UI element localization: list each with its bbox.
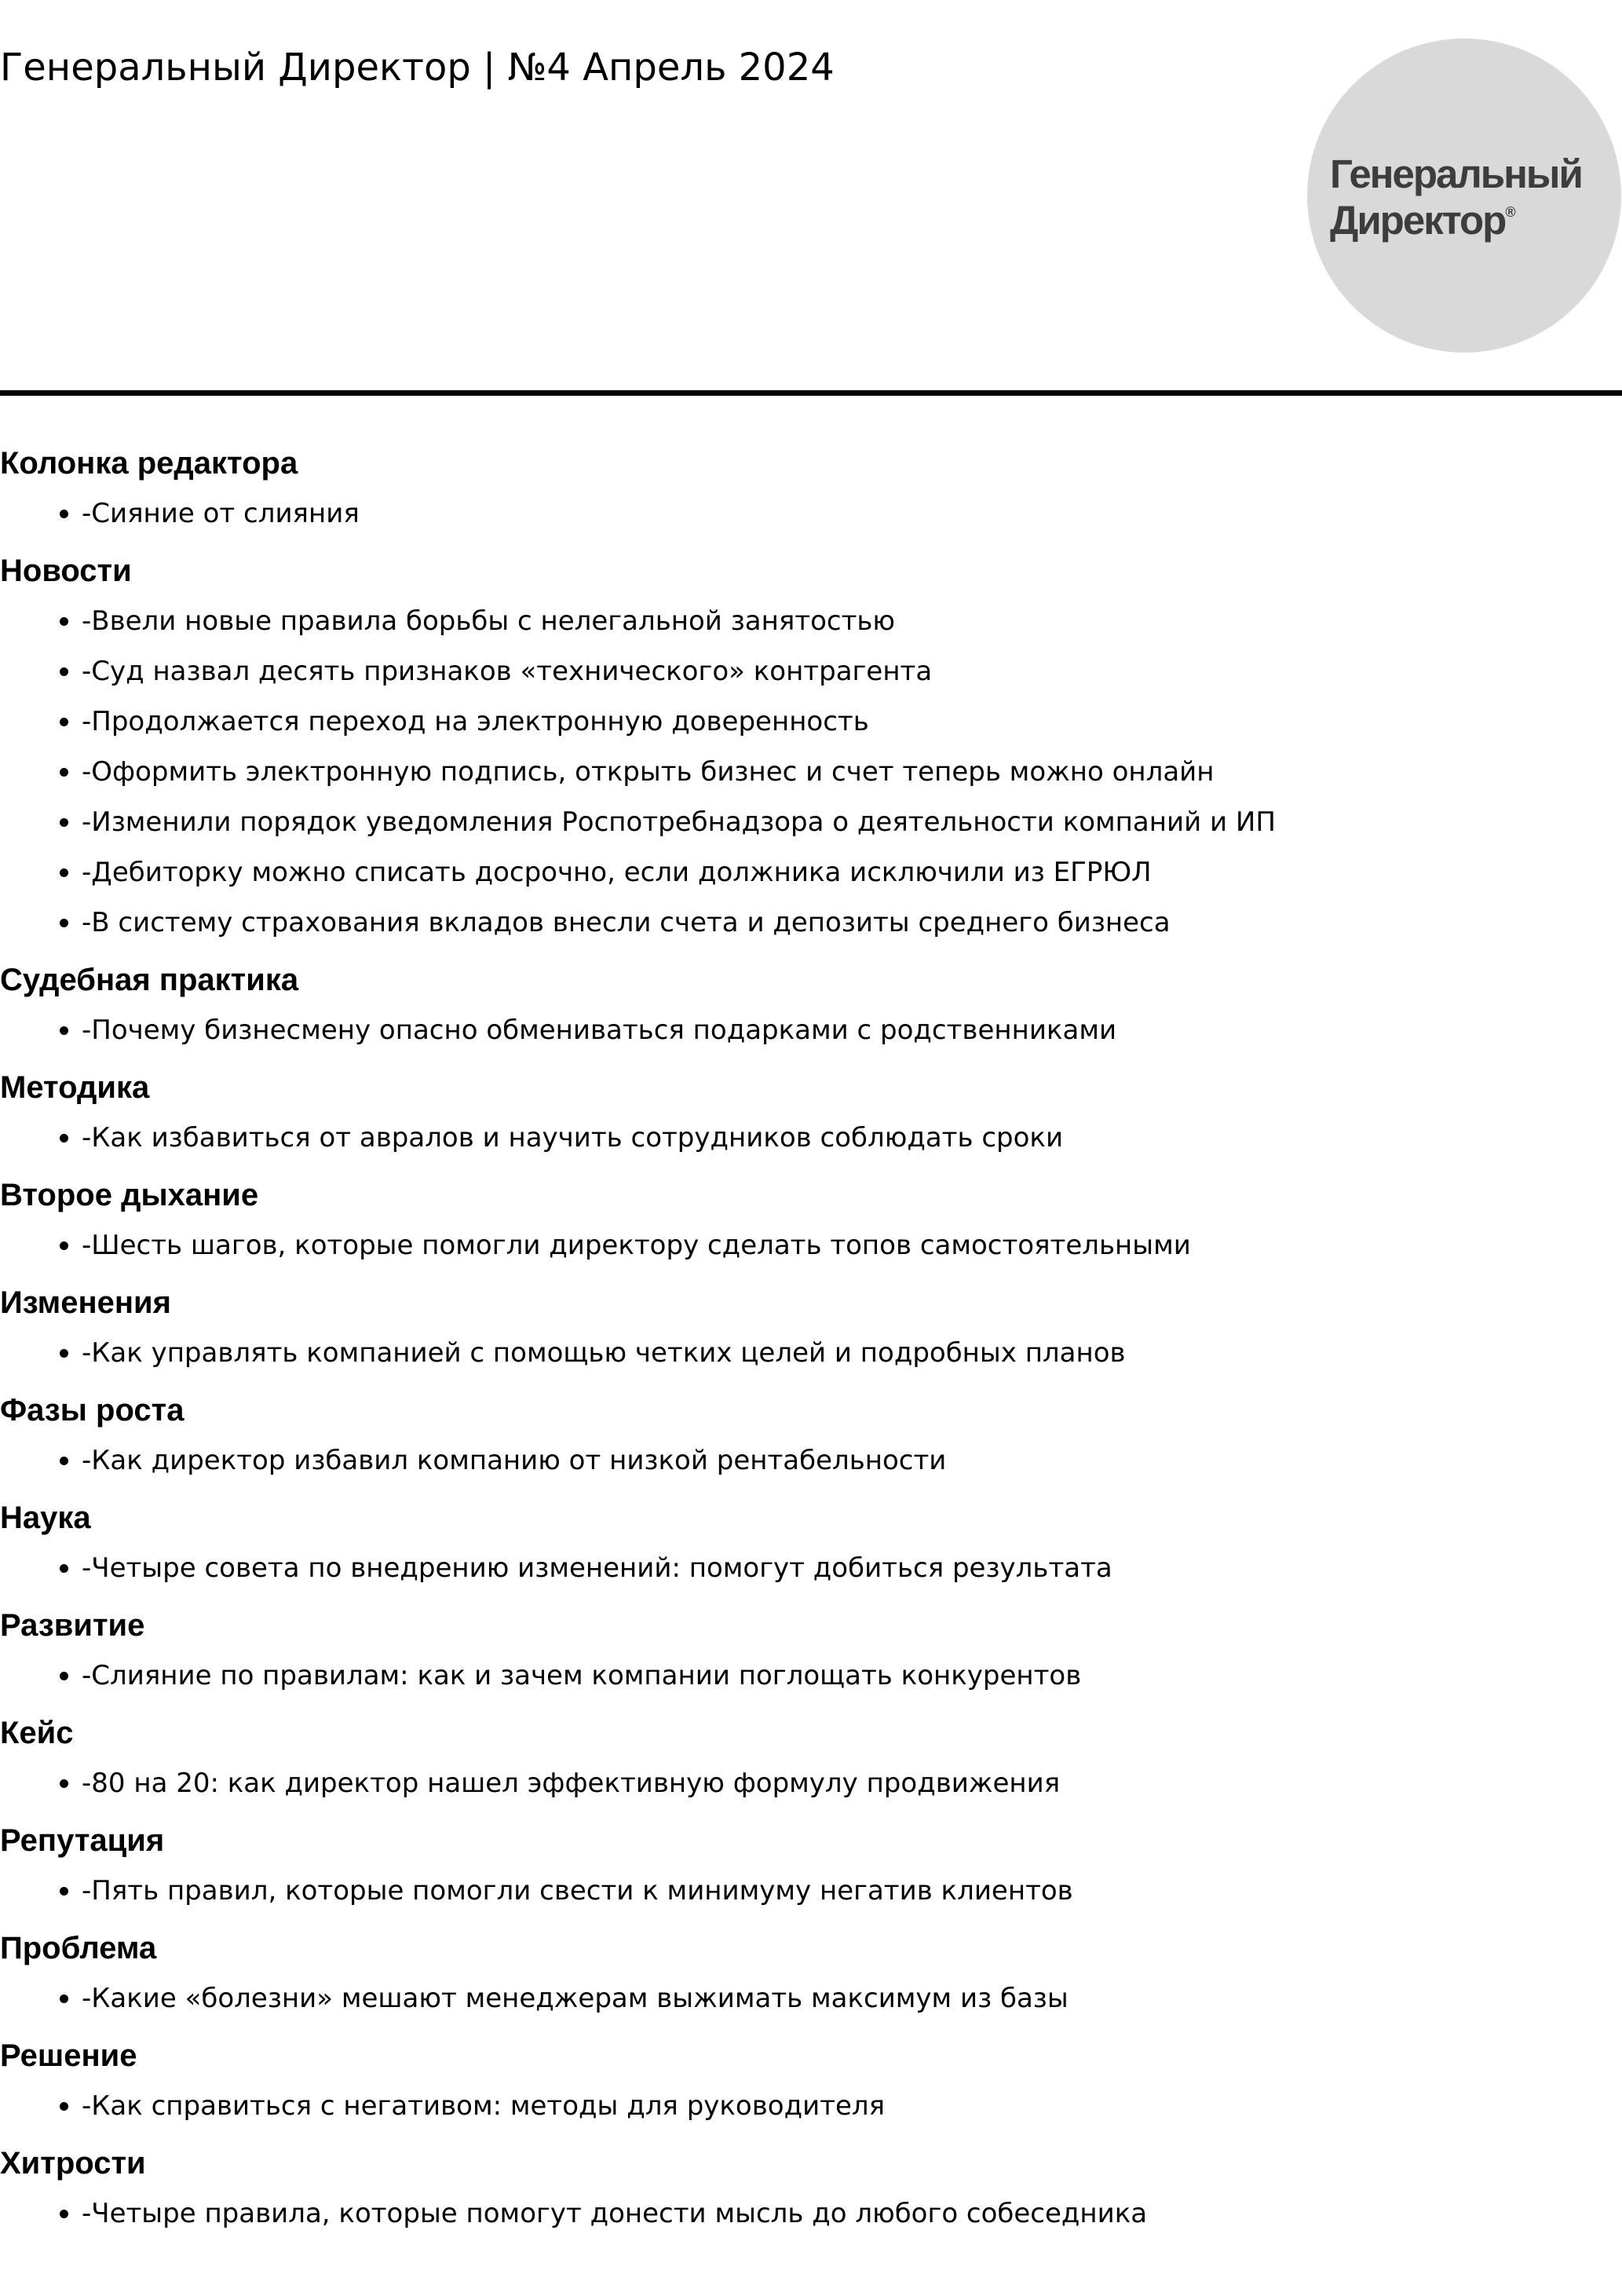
section-development (0, 1600, 1622, 1701)
section-title: Развитие (0, 1608, 145, 1643)
section-court-practice (0, 955, 1622, 1055)
issue-title: Генеральный Директор | №4 Апрель 2024 (0, 46, 835, 90)
section-title: Методика (0, 1070, 150, 1105)
section-title: Проблема (0, 1931, 157, 1965)
logo-wordmark (1330, 152, 1582, 243)
section-title: Второе дыхание (0, 1178, 259, 1212)
article-link[interactable]: • -Как справиться с негативом: методы для руководителя (82, 2081, 1622, 2131)
section-items (0, 1758, 1622, 1808)
section-items (0, 1651, 1622, 1701)
section-news (0, 546, 1622, 948)
article-link[interactable]: • -Пять правил, которые помогли свести к минимуму негатив клиентов (82, 1866, 1622, 1916)
article-link[interactable]: • -В систему страхования вкладов внесли счета и депозиты среднего бизнеса (82, 898, 1622, 948)
page-header (0, 0, 1622, 396)
section-items (0, 1543, 1622, 1593)
section-case (0, 1708, 1622, 1808)
section-methodology (0, 1062, 1622, 1163)
article-link[interactable]: • -Продолжается переход на электронную доверенность (82, 696, 1622, 747)
article-link[interactable]: • -Какие «болезни» мешают менеджерам выжимать максимум из базы (82, 1973, 1622, 2024)
section-items (0, 596, 1622, 948)
section-title: Фазы роста (0, 1393, 184, 1428)
logo-line-1: Генеральный (1330, 152, 1582, 196)
section-items (0, 1005, 1622, 1055)
article-link[interactable]: • -Четыре правила, которые помогут донести мысль до любого собеседника (82, 2188, 1622, 2239)
article-link[interactable]: • -Почему бизнесмену опасно обмениваться подарками с родственниками (82, 1005, 1622, 1055)
article-link[interactable]: • -Четыре совета по внедрению изменений: помогут добиться результата (82, 1543, 1622, 1593)
article-link[interactable]: • -80 на 20: как директор нашел эффективную формулу продвижения (82, 1758, 1622, 1808)
logo-line-2 (1330, 193, 1582, 243)
section-title: Репутация (0, 1823, 165, 1858)
article-link[interactable]: • -Шесть шагов, которые помогли директору сделать топов самостоятельными (82, 1220, 1622, 1270)
article-link[interactable]: • -Ввели новые правила борьбы с нелегальной занятостью (82, 596, 1622, 646)
section-items (0, 2188, 1622, 2239)
article-link[interactable]: • -Как директор избавил компанию от низкой рентабельности (82, 1435, 1622, 1486)
section-items (0, 1435, 1622, 1486)
section-title: Решение (0, 2038, 137, 2073)
section-growth-phases (0, 1385, 1622, 1486)
section-changes (0, 1278, 1622, 1378)
section-title: Хитрости (0, 2146, 146, 2181)
section-items (0, 2081, 1622, 2131)
section-science (0, 1493, 1622, 1593)
section-editor-column (0, 438, 1622, 539)
section-problem (0, 1923, 1622, 2024)
article-link[interactable]: • -Оформить электронную подпись, открыть бизнес и счет теперь можно онлайн (82, 747, 1622, 797)
article-link[interactable]: • -Дебиторку можно списать досрочно, если должника исключили из ЕГРЮЛ (82, 847, 1622, 898)
section-second-wind (0, 1170, 1622, 1270)
section-title: Изменения (0, 1285, 171, 1320)
section-items (0, 1220, 1622, 1270)
section-tricks (0, 2138, 1622, 2239)
article-link[interactable]: • -Суд назвал десять признаков «технического» контрагента (82, 646, 1622, 696)
article-link[interactable]: • -Как управлять компанией с помощью четких целей и подробных планов (82, 1328, 1622, 1378)
section-items (0, 1973, 1622, 2024)
section-title: Наука (0, 1501, 91, 1535)
registered-mark: ® (1505, 204, 1516, 220)
section-items (0, 1328, 1622, 1378)
section-reputation (0, 1815, 1622, 1916)
section-title: Новости (0, 554, 132, 588)
article-link[interactable]: • -Как избавиться от авралов и научить сотрудников соблюдать сроки (82, 1113, 1622, 1163)
magazine-logo (1307, 38, 1621, 353)
section-items (0, 1113, 1622, 1163)
article-link[interactable]: • -Сияние от слияния (82, 488, 1622, 539)
section-title: Судебная практика (0, 963, 299, 997)
article-link[interactable]: • -Изменили порядок уведомления Роспотребнадзора о деятельности компаний и ИП (82, 797, 1622, 847)
article-link[interactable]: • -Слияние по правилам: как и зачем компании поглощать конкурентов (82, 1651, 1622, 1701)
header-divider (0, 390, 1622, 396)
section-title: Кейс (0, 1716, 74, 1750)
section-title: Колонка редактора (0, 446, 298, 481)
section-items (0, 1866, 1622, 1916)
section-solution (0, 2031, 1622, 2131)
section-items (0, 488, 1622, 539)
table-of-contents (0, 438, 1622, 2239)
logo-line-2-text: Директор (1330, 198, 1506, 243)
